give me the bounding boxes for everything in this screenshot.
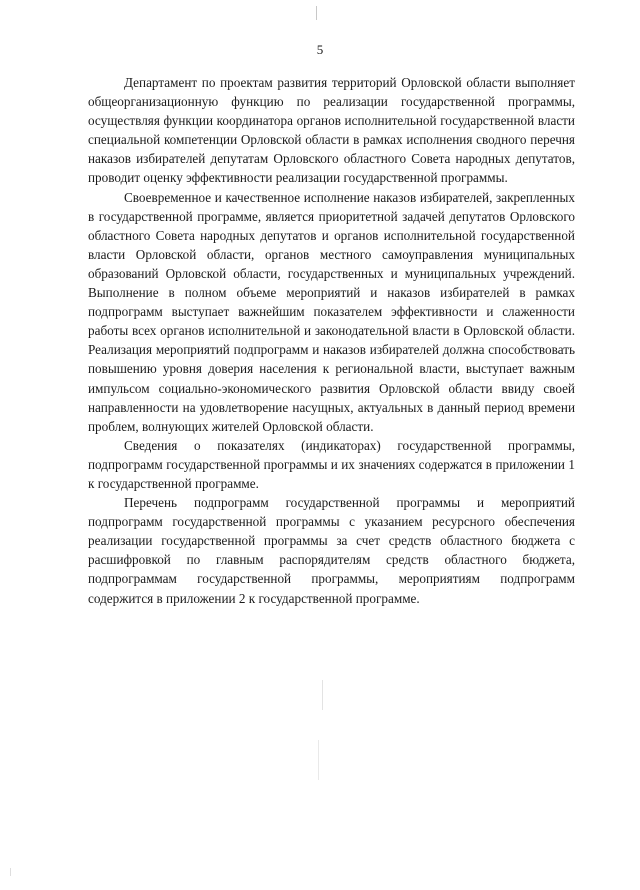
scan-artifact	[318, 740, 319, 780]
paragraph: Департамент по проектам развития территорий Орловской области выполняет общеорганизационную функцию по реализации государственной программы, осуществляя функции координатора органов исполнительной государственной власти специальной компетенции Орловской области в рамках исполнения сводного перечня наказов избирателей депутатам Орловского областного Совета народных депутатов, проводит оценку эффективности реализации государственной программы.	[88, 75, 575, 186]
paragraph: Своевременное и качественное исполнение наказов избирателей, закрепленных в государственной программе, является приоритетной задачей депутатов Орловского областного Совета народных депутатов и органов исполнительной государственной власти Орловской области, органов местного самоуправления муниципальных образований Орловской области, государственных и муниципальных учреждений. Выполнение в полном объеме мероприятий и наказов избирателей в рамках подпрограмм выступает важнейшим показателем эффективности и слаженности работы всех органов исполнительной и законодательной власти в Орловской области. Реализация мероприятий подпрограмм и наказов избирателей должна способствовать повышению уровня доверия населения к региональной власти, выступает важным импульсом социально-экономического развития Орловской области ввиду своей направленности на удовлетворение насущных, актуальных в данный период времени проблем, волнующих жителей Орловской области.	[88, 189, 575, 434]
page-number: 5	[316, 42, 324, 57]
scan-artifact	[10, 868, 11, 876]
document-body	[88, 73, 575, 608]
scan-artifact	[316, 6, 317, 20]
paragraph: Перечень подпрограмм государственной программы и мероприятий подпрограмм государственной программы с указанием ресурсного обеспечения реализации государственной программы за счет средств областного бюджета с расшифровкой по главным распорядителям средств областного бюджета, подпрограммам государственной программы, мероприятиям подпрограмм содержится в приложении 2 к государственной программе.	[88, 495, 575, 606]
scan-artifact	[322, 680, 323, 710]
paragraph: Сведения о показателях (индикаторах) государственной программы, подпрограмм государственной программы и их значениях содержатся в приложении 1 к государственной программе.	[88, 437, 575, 491]
